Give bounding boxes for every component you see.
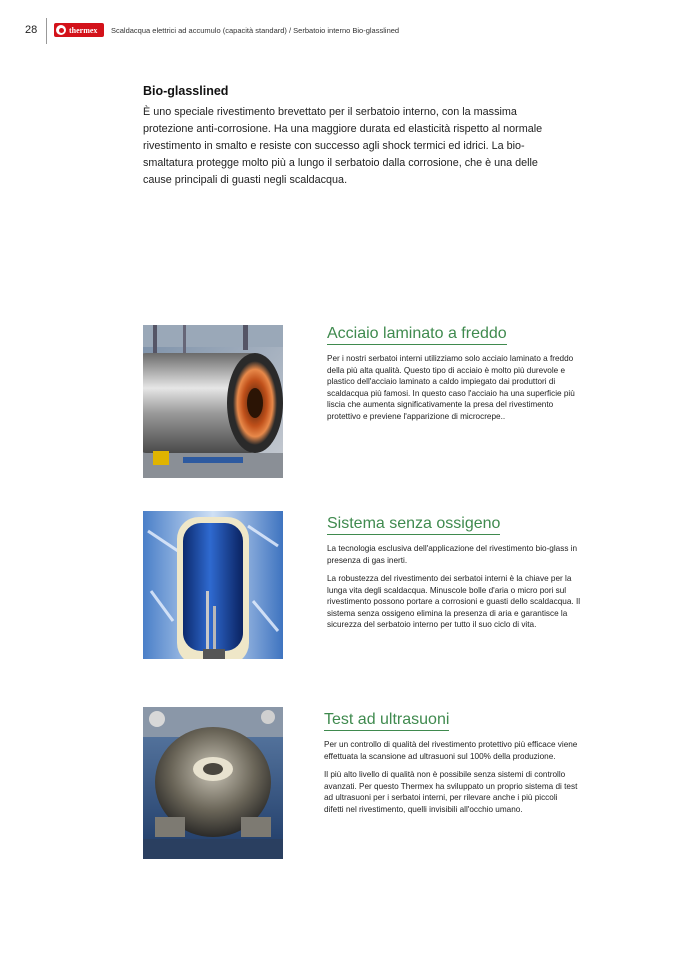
logo-text: thermex bbox=[69, 25, 98, 35]
tank-cutaway-photo bbox=[143, 511, 283, 659]
section-text bbox=[324, 711, 579, 822]
section-title-underline bbox=[327, 325, 507, 345]
header-divider bbox=[46, 18, 47, 44]
intro-title: Bio-glasslined bbox=[143, 84, 229, 98]
section-text bbox=[327, 325, 582, 429]
section-paragraph: Per i nostri serbatoi interni utilizziamo solo acciaio laminato a freddo della più alta qualità. Questo tipo di acciaio è molto più durevole e plastico dell'acciaio laminato a caldo impiegato dai produttori di scaldacqua più famosi. In questo caso l'acciaio ha una superficie più liscia che aumenta significativamente la presa del rivestimento protettivo e previene l'apparizione di microcrepe.. bbox=[327, 354, 575, 421]
page-number: 28 bbox=[25, 24, 38, 36]
section-title: Sistema senza ossigeno bbox=[327, 515, 501, 532]
section-title-underline bbox=[324, 711, 449, 731]
section-text bbox=[327, 515, 582, 638]
steel-coil-photo bbox=[143, 325, 283, 478]
intro-body: È uno speciale rivestimento brevettato per il serbatoio interno, con la massima protezione anti-corrosione. Ha una maggiore durata ed elasticità rispetto al normale rivestimento in smalto e resiste con successo agli shock termici ed idrici. La bio-smaltatura protegge molto più a lungo il serbatoio dalla corrosione, che è una delle cause principali di guasti negli scaldacqua. bbox=[143, 106, 543, 186]
ultrasound-test-photo bbox=[143, 707, 283, 859]
logo-mark-icon bbox=[56, 25, 66, 35]
section-title: Acciaio laminato a freddo bbox=[327, 325, 507, 342]
section-title: Test ad ultrasuoni bbox=[324, 711, 450, 728]
section-paragraph: Il più alto livello di qualità non è possibile senza sistemi di controllo avanzati. Per questo Thermex ha sviluppato un proprio sistema di test ad ultrasuoni per i serbatoi interni, per rilevare anche i più piccoli difetti nel rivestimento, quelli invisibili all'occhio umano. bbox=[324, 770, 578, 814]
breadcrumb: Scaldacqua elettrici ad accumulo (capacità standard) / Serbatoio interno Bio-glasslined bbox=[111, 26, 400, 35]
page-header bbox=[0, 0, 678, 48]
section-title-underline bbox=[327, 515, 500, 535]
intro-block bbox=[143, 84, 543, 189]
section-paragraph: Per un controllo di qualità del rivestimento protettivo più efficace viene effettuata la scansione ad ultrasuoni sul 100% della produzione. bbox=[324, 740, 578, 761]
section-paragraph: La robustezza del rivestimento dei serbatoi interni è la chiave per la lunga vita degli scaldacqua. Minuscole bolle d'aria o micro pori sul rivestimento possono portare a corrosioni e guasti dello scaldacqua. Il sistema senza ossigeno elimina la presenza di aria e garantisce la sicurezza del serbatoio interno per tutto il suo ciclo di vita. bbox=[327, 574, 581, 629]
section-paragraph: La tecnologia esclusiva dell'applicazione del rivestimento bio-glass in presenza di gas inerti. bbox=[327, 544, 578, 565]
thermex-logo bbox=[54, 23, 104, 37]
